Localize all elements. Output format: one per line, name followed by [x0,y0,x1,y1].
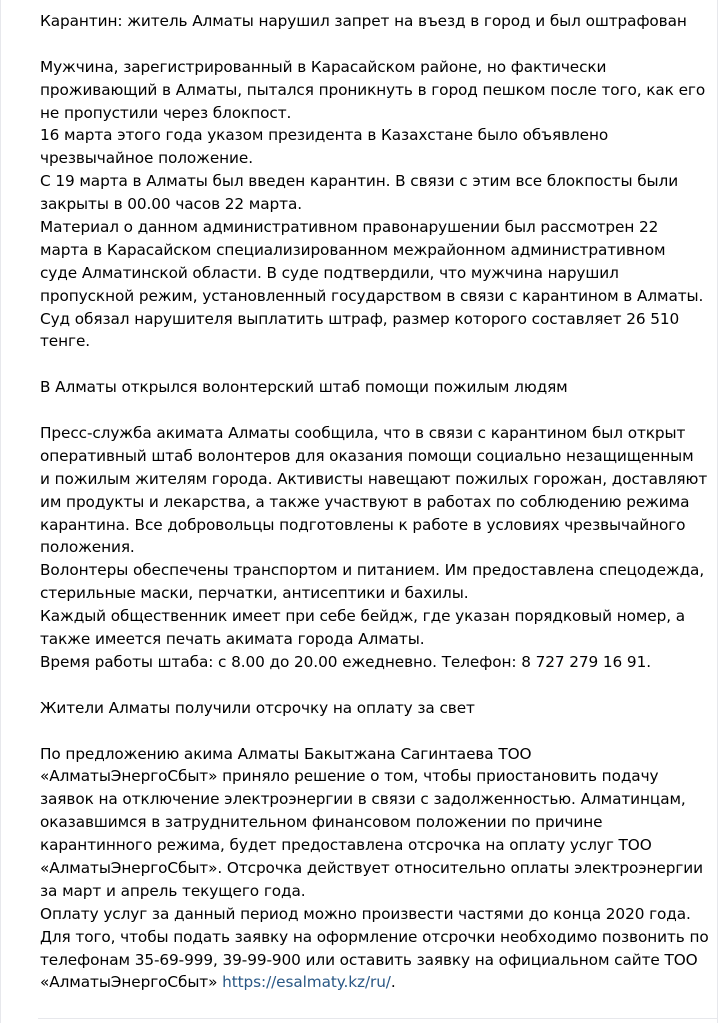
text-line: С 19 марта в Алматы был введен карантин. В связи с этим все блокпосты были [40,172,679,191]
text-line: не пропустили через блокпост. [40,103,292,122]
paragraph-gap [40,674,716,697]
text-line: Мужчина, зарегистрированный в Карасайском районе, но фактически [40,57,607,76]
headline-electricity-deferral [40,697,716,720]
text-line: Для того, чтобы подать заявку на оформление отсрочки необходимо позвонить по [40,927,709,946]
paragraph-electricity-deferral [40,743,716,995]
text-line: заявок на отключение электроэнергии в связи с задолженностью. Алматинцам, [40,790,686,809]
text-line: оперативный штаб волонтеров для оказания помощи социально незащищенным [40,446,694,465]
post-divider [38,1018,718,1019]
headline-quarantine-fine [40,10,716,33]
text-line: марта в Карасайском специализированном межрайонном административном [40,240,666,259]
esalmaty-link[interactable]: https://esalmaty.kz/ru/ [222,973,391,992]
text-line: «АлматыЭнергоСбыт» приняло решение о том, чтобы приостановить подачу [40,767,659,786]
text-line: за март и апрель текущего года. [40,881,306,900]
paragraph-gap [40,399,716,422]
text-line: пропускной режим, установленный государством в связи с карантином в Алматы. [40,286,704,305]
text-line: Карантин: житель Алматы нарушил запрет на въезд в город и был оштрафован [40,12,687,30]
paragraph-gap [40,353,716,376]
text-line: Оплату услуг за данный период можно произвести частями до конца 2020 года. [40,904,691,923]
paragraph-gap [40,33,716,56]
text-line: Пресс-служба акимата Алматы сообщила, что в связи с карантином был открыт [40,424,686,443]
text-line: суде Алматинской области. В суде подтвердили, что мужчина нарушил [40,263,619,282]
headline-volunteer-hq [40,376,716,399]
text-line: карантина. Все добровольцы подготовлены к работе в условиях чрезвычайного [40,515,686,534]
text-line: телефонам 35-69-999, 39-99-900 или оставить заявку на официальном сайте ТОО [40,950,698,969]
text-line: 16 марта этого года указом президента в Казахстане было объявлено [40,126,609,145]
text-line: Суд обязал нарушителя выплатить штраф, размер которого составляет 26 510 [40,309,680,328]
paragraph-quarantine-fine [40,56,716,354]
text-line: Материал о данном административном правонарушении был рассмотрен 22 [40,218,659,237]
text-line: Каждый общественник имеет при себе бейдж, где указан порядковый номер, а [40,607,686,626]
text-line: «АлматыЭнергоСбыт». Отсрочка действует относительно оплаты электроэнергии [40,858,703,877]
text-line: и пожилым жителям города. Активисты навещают пожилых горожан, доставляют [40,469,708,488]
text-line: оказавшимся в затруднительном финансовом положении по причине [40,813,603,832]
text-line: положения. [40,538,135,557]
post-text [40,10,716,994]
text-line: В Алматы открылся волонтерский штаб помощи пожилым людям [40,378,568,397]
text-line: Волонтеры обеспечены транспортом и питанием. Им предоставлена спецодежда, [40,561,705,580]
text-line: им продукты и лекарства, а также участвуют в работах по соблюдению режима [40,492,690,511]
text-line: По предложению акима Алматы Бакытжана Сагинтаева ТОО [40,744,532,763]
text-line: карантинного режима, будет предоставлена отсрочка на оплату услуг ТОО [40,836,652,855]
text-line: чрезвычайное положение. [40,149,253,168]
text-line: закрыты в 00.00 часов 22 марта. [40,195,302,214]
left-border [0,0,1,1023]
text-line: Время работы штаба: с 8.00 до 20.00 ежедневно. Телефон: 8 727 279 16 91. [40,652,651,671]
paragraph-gap [40,720,716,743]
text-fragment: «АлматыЭнергоСбыт» [40,973,223,992]
text-line-with-link [40,971,716,994]
text-line: тенге. [40,332,91,351]
text-line: стерильные маски, перчатки, антисептики и бахилы. [40,584,469,603]
paragraph-volunteer-hq [40,422,716,674]
text-fragment: . [390,973,396,992]
text-line: также имеется печать акимата города Алматы. [40,630,425,649]
text-line: Жители Алматы получили отсрочку на оплату за свет [40,698,475,717]
text-line: проживающий в Алматы, пытался проникнуть в город пешком после того, как его [40,80,706,99]
